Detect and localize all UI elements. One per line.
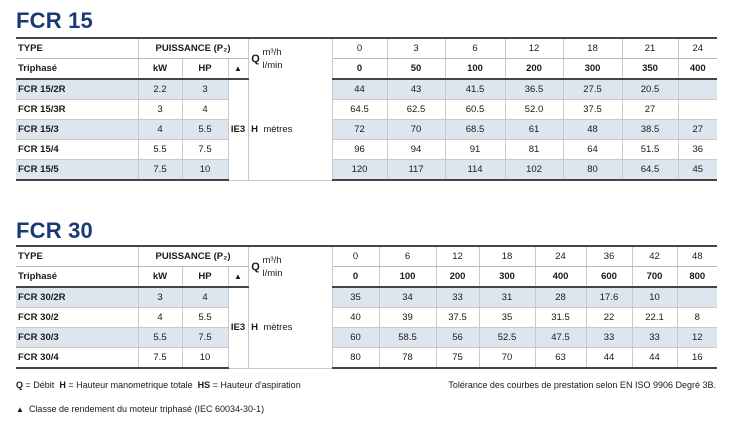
flow-lmin-cell: 100 (445, 59, 505, 80)
flow-m3h-cell: 6 (379, 246, 436, 267)
power-kw: 3 (138, 100, 182, 120)
head-value: 47.5 (535, 328, 586, 348)
flow-lmin-cell: 0 (332, 59, 387, 80)
head-value: 39 (379, 308, 436, 328)
head-value: 94 (387, 140, 445, 160)
flow-header (248, 246, 332, 287)
pump-type: FCR 30/2 (16, 308, 138, 328)
head-value: 22.1 (632, 308, 677, 328)
head-value: 43 (387, 79, 445, 100)
pump-type: FCR 30/3 (16, 328, 138, 348)
triphase-header: Triphasé (16, 59, 138, 80)
head-value: 33 (436, 287, 479, 308)
triangle-icon: ▲ (228, 267, 248, 288)
flow-m3h-cell: 48 (677, 246, 717, 267)
head-value: 64.5 (332, 100, 387, 120)
flow-m3h-cell: 18 (479, 246, 535, 267)
legend-q-text: = Débit (23, 380, 55, 390)
head-value: 52.0 (505, 100, 563, 120)
head-value: 52.5 (479, 328, 535, 348)
head-value: 45 (678, 160, 717, 181)
power-kw: 5.5 (138, 140, 182, 160)
pump-type: FCR 15/3R (16, 100, 138, 120)
flow-lmin-cell: 200 (505, 59, 563, 80)
head-unit: mètres (263, 123, 293, 135)
head-value: 72 (332, 120, 387, 140)
flow-m3h-cell: 0 (332, 38, 387, 59)
pump-type: FCR 30/2R (16, 287, 138, 308)
legend-hs-text: = Hauteur d'aspiration (210, 380, 301, 390)
efficiency-class-text: Classe de rendement du moteur triphasé (IEC 60034-30-1) (28, 404, 265, 414)
flow-m3h-cell: 12 (436, 246, 479, 267)
power-hp: 4 (182, 287, 228, 308)
head-value: 75 (436, 348, 479, 369)
table-title-fcr30: FCR 30 (16, 218, 93, 243)
power-hp: 10 (182, 348, 228, 369)
power-header: PUISSANCE (P₂) (138, 38, 248, 59)
head-value: 22 (586, 308, 632, 328)
head-unit: mètres (263, 321, 293, 333)
head-value: 35 (332, 287, 379, 308)
type-header: TYPE (16, 246, 138, 267)
head-value: 63 (535, 348, 586, 369)
legend-hs-key: HS (197, 380, 211, 390)
power-kw: 2.2 (138, 79, 182, 100)
head-value: 37.5 (563, 100, 622, 120)
head-value: 34 (379, 287, 436, 308)
head-value: 33 (632, 328, 677, 348)
flow-m3h-cell: 21 (622, 38, 678, 59)
power-kw: 5.5 (138, 328, 182, 348)
flow-lmin-cell: 600 (586, 267, 632, 288)
flow-m3h-cell: 42 (632, 246, 677, 267)
flow-m3h-cell: 18 (563, 38, 622, 59)
head-value: 17.6 (586, 287, 632, 308)
head-value (678, 79, 717, 100)
power-hp: 10 (182, 160, 228, 181)
head-value: 96 (332, 140, 387, 160)
power-kw: 7.5 (138, 160, 182, 181)
head-value (678, 100, 717, 120)
head-value: 27.5 (563, 79, 622, 100)
head-value: 40 (332, 308, 379, 328)
triangle-icon: ▲ (16, 405, 24, 414)
head-value: 56 (436, 328, 479, 348)
head-value: 51.5 (622, 140, 678, 160)
flow-lmin-cell: 300 (479, 267, 535, 288)
flow-lmin-cell: 50 (387, 59, 445, 80)
head-value: 16 (677, 348, 717, 369)
power-kw: 4 (138, 308, 182, 328)
head-value: 64.5 (622, 160, 678, 181)
power-kw: 7.5 (138, 348, 182, 369)
head-value: 70 (387, 120, 445, 140)
power-hp: 7.5 (182, 140, 228, 160)
efficiency-class-note (16, 404, 264, 414)
flow-m3h-cell: 3 (387, 38, 445, 59)
head-value: 27 (622, 100, 678, 120)
head-value: 60.5 (445, 100, 505, 120)
head-value: 31.5 (535, 308, 586, 328)
head-value: 81 (505, 140, 563, 160)
kw-header: kW (138, 59, 182, 80)
head-value: 44 (332, 79, 387, 100)
tolerance-note: Tolérance des courbes de prestation selon EN ISO 9906 Degré 3B. (448, 380, 716, 390)
flow-m3h-cell: 36 (586, 246, 632, 267)
flow-lmin-cell: 800 (677, 267, 717, 288)
flow-letter: Q (251, 53, 260, 65)
head-value: 58.5 (379, 328, 436, 348)
head-value: 102 (505, 160, 563, 181)
power-header: PUISSANCE (P₂) (138, 246, 248, 267)
power-hp: 5.5 (182, 120, 228, 140)
pump-type: FCR 15/4 (16, 140, 138, 160)
head-value: 36.5 (505, 79, 563, 100)
head-value: 38.5 (622, 120, 678, 140)
head-value: 33 (586, 328, 632, 348)
head-value: 91 (445, 140, 505, 160)
power-hp: 3 (182, 79, 228, 100)
head-value: 44 (586, 348, 632, 369)
head-value: 28 (535, 287, 586, 308)
power-kw: 4 (138, 120, 182, 140)
head-value: 10 (632, 287, 677, 308)
hp-header: HP (182, 267, 228, 288)
head-value: 120 (332, 160, 387, 181)
flow-lmin-cell: 0 (332, 267, 379, 288)
head-value: 36 (678, 140, 717, 160)
head-letter: H (251, 321, 259, 333)
legend-abbreviations (16, 380, 301, 390)
head-value: 31 (479, 287, 535, 308)
flow-lmin-cell: 200 (436, 267, 479, 288)
flow-lmin-cell: 300 (563, 59, 622, 80)
head-value: 80 (563, 160, 622, 181)
flow-unit-m3h: m³/h (262, 255, 282, 266)
head-value: 37.5 (436, 308, 479, 328)
flow-header (248, 38, 332, 79)
legend-q-key: Q (16, 380, 24, 390)
flow-unit-lmin: l/min (262, 268, 283, 279)
pump-type: FCR 15/2R (16, 79, 138, 100)
flow-lmin-cell: 400 (535, 267, 586, 288)
flow-unit-m3h: m³/h (262, 47, 282, 58)
head-value: 61 (505, 120, 563, 140)
flow-m3h-cell: 0 (332, 246, 379, 267)
performance-table-fcr15 (16, 37, 717, 181)
power-hp: 7.5 (182, 328, 228, 348)
head-value: 68.5 (445, 120, 505, 140)
head-value: 80 (332, 348, 379, 369)
flow-m3h-cell: 24 (535, 246, 586, 267)
pump-type: FCR 15/5 (16, 160, 138, 181)
head-value: 20.5 (622, 79, 678, 100)
kw-header: kW (138, 267, 182, 288)
power-hp: 4 (182, 100, 228, 120)
power-hp: 5.5 (182, 308, 228, 328)
pump-type: FCR 30/4 (16, 348, 138, 369)
flow-lmin-cell: 100 (379, 267, 436, 288)
head-value: 60 (332, 328, 379, 348)
head-value: 117 (387, 160, 445, 181)
head-value: 70 (479, 348, 535, 369)
head-value: 27 (678, 120, 717, 140)
flow-m3h-cell: 12 (505, 38, 563, 59)
flow-lmin-cell: 400 (678, 59, 717, 80)
head-value: 62.5 (387, 100, 445, 120)
head-value: 35 (479, 308, 535, 328)
pump-type: FCR 15/3 (16, 120, 138, 140)
head-label (248, 287, 332, 368)
triphase-header: Triphasé (16, 267, 138, 288)
type-header: TYPE (16, 38, 138, 59)
head-value: 8 (677, 308, 717, 328)
efficiency-class: IE3 (228, 79, 248, 180)
legend-h-text: = Hauteur manometrique totale (65, 380, 193, 390)
flow-m3h-cell: 6 (445, 38, 505, 59)
head-value (677, 287, 717, 308)
head-value: 78 (379, 348, 436, 369)
head-value: 48 (563, 120, 622, 140)
flow-letter: Q (251, 261, 260, 273)
head-value: 64 (563, 140, 622, 160)
legend-h-key: H (59, 380, 66, 390)
head-value: 44 (632, 348, 677, 369)
efficiency-class: IE3 (228, 287, 248, 368)
flow-unit-lmin: l/min (262, 60, 283, 71)
head-value: 41.5 (445, 79, 505, 100)
head-letter: H (251, 123, 259, 135)
flow-lmin-cell: 700 (632, 267, 677, 288)
triangle-icon: ▲ (228, 59, 248, 80)
head-value: 114 (445, 160, 505, 181)
flow-m3h-cell: 24 (678, 38, 717, 59)
head-label (248, 79, 332, 180)
power-kw: 3 (138, 287, 182, 308)
head-value: 12 (677, 328, 717, 348)
table-title-fcr15: FCR 15 (16, 8, 93, 33)
flow-lmin-cell: 350 (622, 59, 678, 80)
performance-table-fcr30 (16, 245, 717, 369)
hp-header: HP (182, 59, 228, 80)
